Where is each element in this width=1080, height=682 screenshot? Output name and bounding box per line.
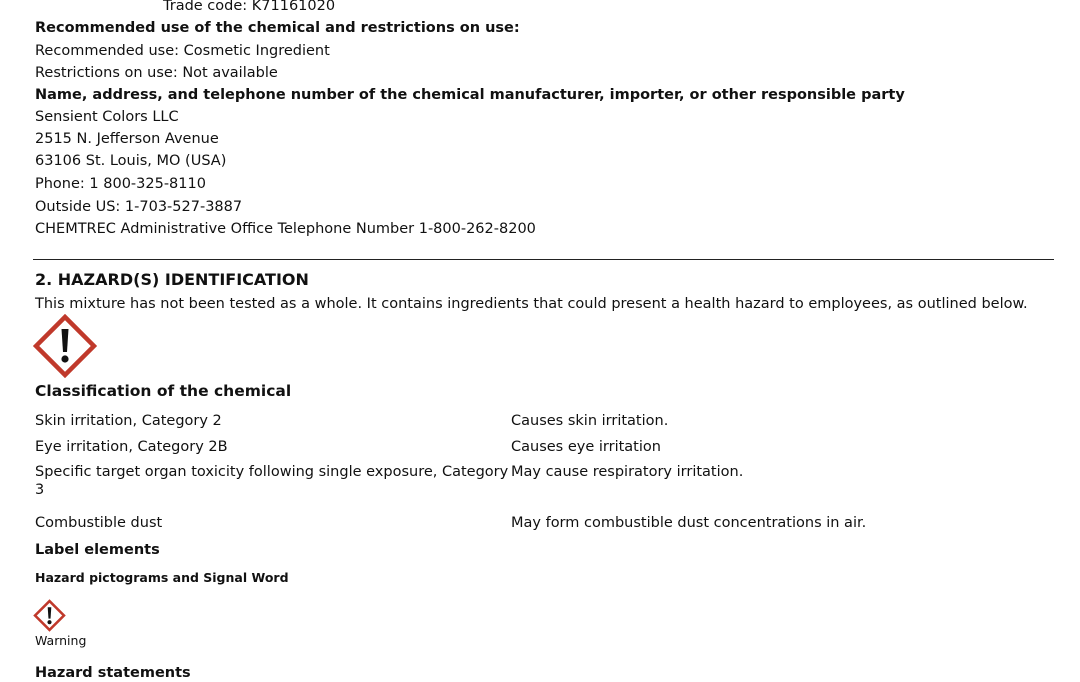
classification-statement: Causes eye irritation (511, 439, 661, 455)
label-elements-heading: Label elements (35, 542, 160, 558)
phone-number: Phone: 1 800-325-8110 (35, 176, 206, 192)
classification-category: Eye irritation, Category 2B (35, 439, 228, 455)
restrictions-on-use: Restrictions on use: Not available (35, 65, 278, 81)
hazard-statements-heading: Hazard statements (35, 665, 191, 681)
manufacturer-heading: Name, address, and telephone number of the chemical manufacturer, importer, or other responsible party (35, 87, 905, 103)
classification-category: Specific target organ toxicity following single exposure, Category (35, 464, 509, 480)
classification-statement: Causes skin irritation. (511, 413, 669, 429)
section-title: 2. HAZARD(S) IDENTIFICATION (35, 270, 309, 289)
classification-statement: May form combustible dust concentrations in air. (511, 515, 867, 531)
signal-word: Warning (35, 633, 87, 648)
trade-code: Trade code: K71161020 (163, 0, 336, 14)
outside-us-phone: Outside US: 1-703-527-3887 (35, 199, 243, 215)
pictograms-heading: Hazard pictograms and Signal Word (35, 570, 289, 585)
classification-category: Combustible dust (35, 515, 163, 531)
chemtrec-phone: CHEMTREC Administrative Office Telephone Number 1-800-262-8200 (35, 221, 536, 237)
recommended-use: Recommended use: Cosmetic Ingredient (35, 43, 330, 59)
classification-category: Skin irritation, Category 2 (35, 413, 222, 429)
exclamation-mark-diamond-icon (33, 314, 97, 378)
hazard-intro: This mixture has not been tested as a whole. It contains ingredients that could present a health hazard to employees, as outlined below. (35, 296, 1028, 312)
company-street: 2515 N. Jefferson Avenue (35, 131, 219, 147)
classification-category-continued: 3 (35, 482, 45, 498)
exclamation-mark-diamond-icon (33, 599, 66, 632)
company-name: Sensient Colors LLC (35, 109, 179, 125)
classification-statement: May cause respiratory irritation. (511, 464, 744, 480)
company-city: 63106 St. Louis, MO (USA) (35, 153, 227, 169)
recommended-use-heading: Recommended use of the chemical and restrictions on use: (35, 20, 520, 36)
classification-heading: Classification of the chemical (35, 382, 292, 400)
section-divider (33, 259, 1054, 260)
